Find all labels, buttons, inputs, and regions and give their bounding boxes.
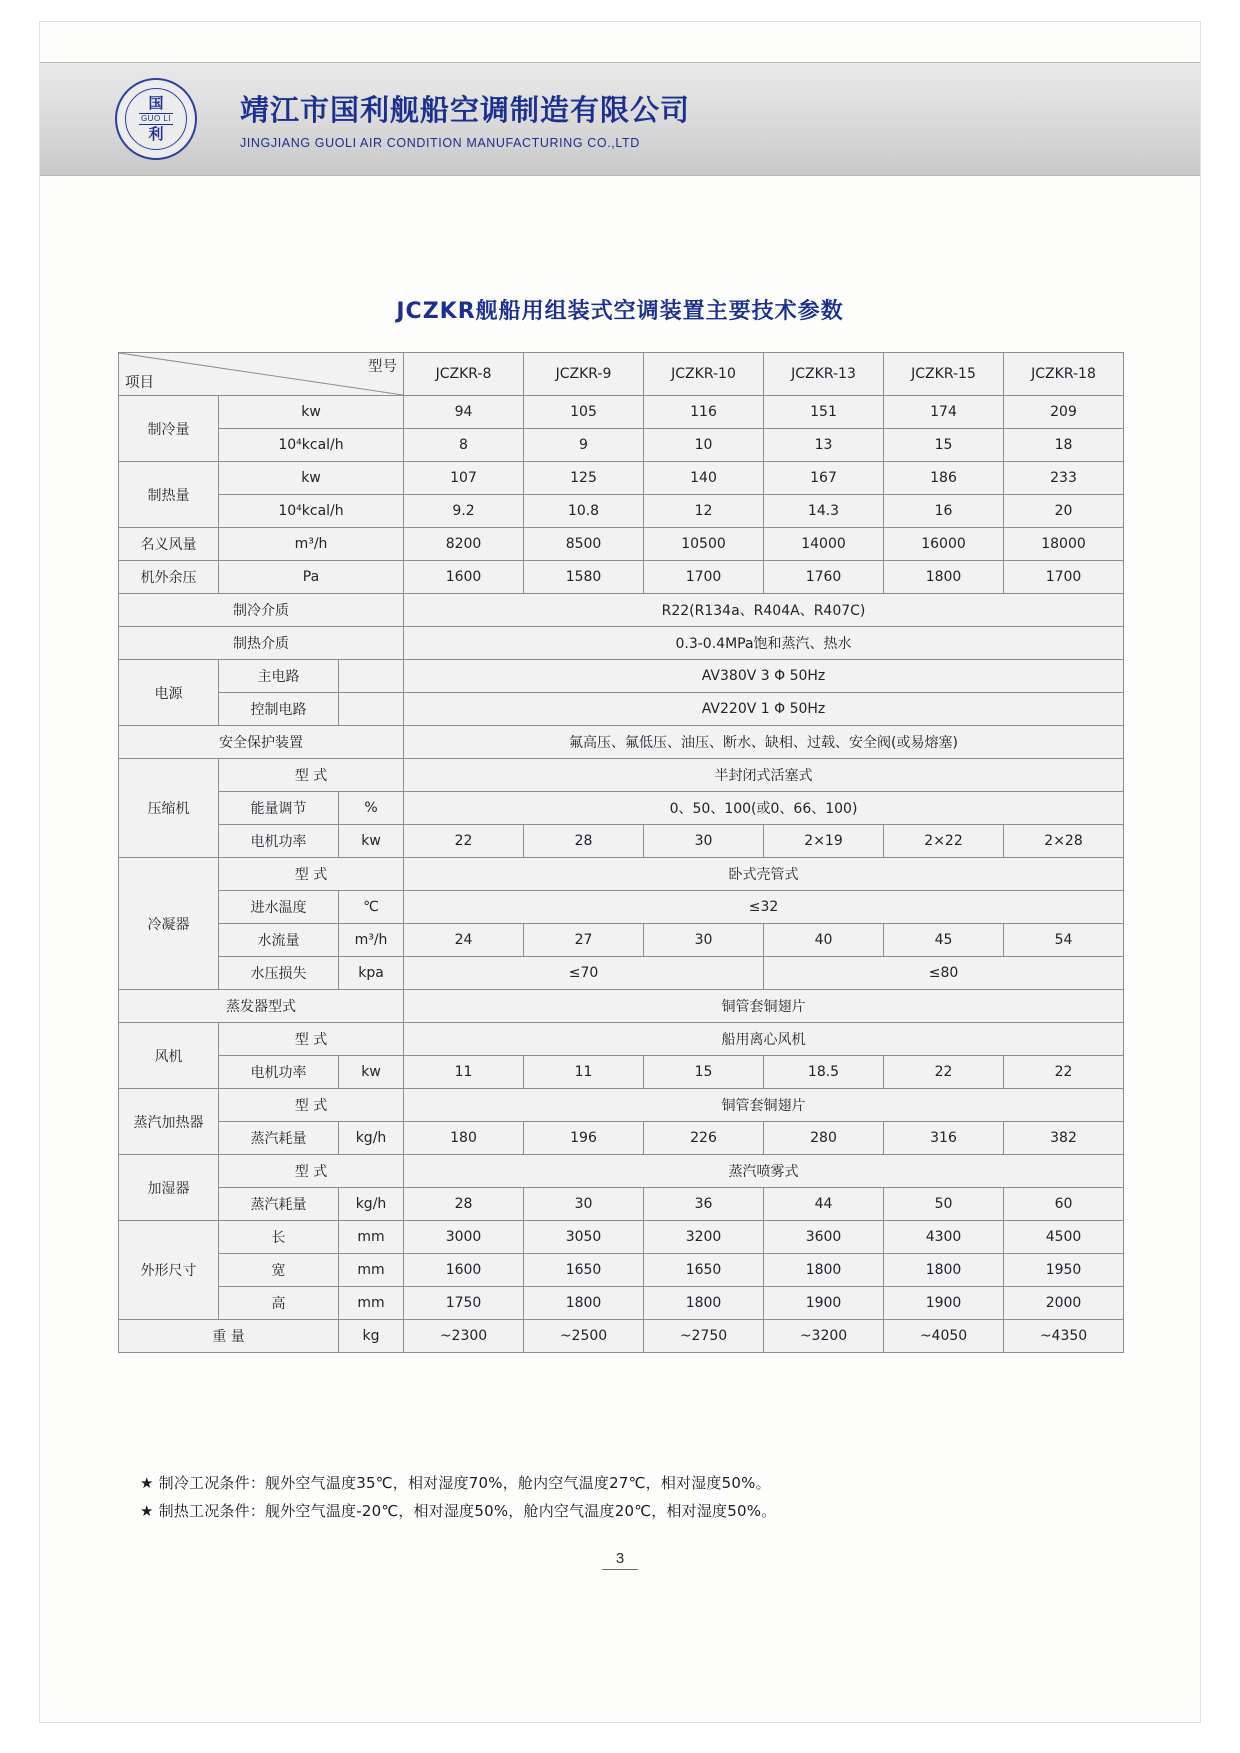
corner-label-item: 项目 — [125, 375, 154, 391]
row-sub-label: 型 式 — [219, 858, 404, 891]
row-merged-value: 0、50、100(或0、66、100) — [404, 792, 1124, 825]
cell-value: 9 — [524, 429, 644, 462]
cell-value: 1800 — [884, 561, 1004, 594]
model-header-2: JCZKR-9 — [524, 353, 644, 396]
row-merged-value: 铜管套铜翅片 — [404, 1089, 1124, 1122]
cell-value: 167 — [764, 462, 884, 495]
cell-value: 50 — [884, 1188, 1004, 1221]
row-label: 制热介质 — [119, 627, 404, 660]
logo-text-en: GUO LI — [140, 114, 172, 123]
cell-value: 105 — [524, 396, 644, 429]
cell-value: 30 — [644, 924, 764, 957]
row-group-label: 制冷量 — [119, 396, 219, 462]
table-row — [119, 825, 1124, 858]
cell-value: 16 — [884, 495, 1004, 528]
cell-value: 8500 — [524, 528, 644, 561]
cell-value: 3000 — [404, 1221, 524, 1254]
row-unit: ℃ — [339, 891, 404, 924]
cell-value: 3050 — [524, 1221, 644, 1254]
cell-value: 382 — [1004, 1122, 1124, 1155]
diagonal-line-icon — [119, 353, 403, 395]
row-group-label: 电源 — [119, 660, 219, 726]
cell-value: 280 — [764, 1122, 884, 1155]
cell-value: 15 — [644, 1056, 764, 1089]
table-row — [119, 858, 1124, 891]
corner-label-model: 型号 — [368, 359, 398, 375]
cell-value: 196 — [524, 1122, 644, 1155]
cell-value: ~2750 — [644, 1320, 764, 1353]
cell-value: 226 — [644, 1122, 764, 1155]
cell-value: 11 — [404, 1056, 524, 1089]
cell-value: 140 — [644, 462, 764, 495]
row-sub-label: 长 — [219, 1221, 339, 1254]
row-merged-value: 船用离心风机 — [404, 1023, 1124, 1056]
row-unit: mm — [339, 1221, 404, 1254]
table-row — [119, 1056, 1124, 1089]
cell-value: 2×28 — [1004, 825, 1124, 858]
cell-value: 18000 — [1004, 528, 1124, 561]
table-row — [119, 1023, 1124, 1056]
row-sub-label: 蒸汽耗量 — [219, 1122, 339, 1155]
table-row — [119, 726, 1124, 759]
cell-value: 2×19 — [764, 825, 884, 858]
cell-value: 4300 — [884, 1221, 1004, 1254]
row-sub-label: kw — [219, 462, 404, 495]
cell-value: 36 — [644, 1188, 764, 1221]
cell-value: 1800 — [644, 1287, 764, 1320]
row-sub-label: 主电路 — [219, 660, 339, 693]
table-row — [119, 759, 1124, 792]
table-row — [119, 660, 1124, 693]
logo-inner-ring — [125, 88, 187, 150]
table-row — [119, 1287, 1124, 1320]
cell-value: 14000 — [764, 528, 884, 561]
cell-value: 12 — [644, 495, 764, 528]
cell-value: 2000 — [1004, 1287, 1124, 1320]
table-row — [119, 429, 1124, 462]
row-sub-label: 10⁴kcal/h — [219, 429, 404, 462]
row-unit: kg — [339, 1320, 404, 1353]
cell-value: 1700 — [1004, 561, 1124, 594]
cell-value: 116 — [644, 396, 764, 429]
cell-value: 9.2 — [404, 495, 524, 528]
table-row — [119, 627, 1124, 660]
cell-value: 3600 — [764, 1221, 884, 1254]
table-row — [119, 1221, 1124, 1254]
row-group-label: 机外余压 — [119, 561, 219, 594]
table-row — [119, 528, 1124, 561]
row-group-label: 外形尺寸 — [119, 1221, 219, 1320]
cell-value: 1900 — [764, 1287, 884, 1320]
cell-value: 1800 — [524, 1287, 644, 1320]
cell-value: 10 — [644, 429, 764, 462]
model-header-5: JCZKR-15 — [884, 353, 1004, 396]
cell-value: 174 — [884, 396, 1004, 429]
cell-value: ~2300 — [404, 1320, 524, 1353]
row-group-label: 压缩机 — [119, 759, 219, 858]
row-unit: kg/h — [339, 1122, 404, 1155]
cell-value: ~2500 — [524, 1320, 644, 1353]
row-group-label: 制热量 — [119, 462, 219, 528]
logo-char-bottom: 利 — [148, 126, 164, 143]
row-unit: kpa — [339, 957, 404, 990]
row-sub-label: 水流量 — [219, 924, 339, 957]
table-row — [119, 891, 1124, 924]
row-sub-label: 型 式 — [219, 1155, 404, 1188]
page-number — [40, 1550, 1200, 1570]
row-sub-label: 型 式 — [219, 1089, 404, 1122]
row-split-value-2: ≤80 — [764, 957, 1124, 990]
cell-value: 1800 — [764, 1254, 884, 1287]
row-group-label: 加湿器 — [119, 1155, 219, 1221]
row-sub-label: 进水温度 — [219, 891, 339, 924]
row-sub-label: 宽 — [219, 1254, 339, 1287]
row-sub-label: m³/h — [219, 528, 404, 561]
cell-value: 1950 — [1004, 1254, 1124, 1287]
table-header-row — [119, 353, 1124, 396]
cell-value: 20 — [1004, 495, 1124, 528]
cell-value: 16000 — [884, 528, 1004, 561]
cell-value: 22 — [884, 1056, 1004, 1089]
row-unit — [339, 693, 404, 726]
cell-value: 2×22 — [884, 825, 1004, 858]
cell-value: 1750 — [404, 1287, 524, 1320]
row-sub-label: 控制电路 — [219, 693, 339, 726]
cell-value: 1580 — [524, 561, 644, 594]
row-unit: mm — [339, 1287, 404, 1320]
logo-circle-icon — [115, 78, 197, 160]
table-row — [119, 1320, 1124, 1353]
cell-value: 30 — [644, 825, 764, 858]
table-row — [119, 957, 1124, 990]
cell-value: 54 — [1004, 924, 1124, 957]
cell-value: 18 — [1004, 429, 1124, 462]
row-unit: kw — [339, 825, 404, 858]
company-logo — [96, 76, 216, 162]
cell-value: 1800 — [884, 1254, 1004, 1287]
logo-char-top: 国 — [148, 95, 164, 112]
cell-value: 45 — [884, 924, 1004, 957]
row-group-label: 风机 — [119, 1023, 219, 1089]
cell-value: 13 — [764, 429, 884, 462]
row-group-label: 冷凝器 — [119, 858, 219, 990]
cell-value: 40 — [764, 924, 884, 957]
cell-value: 1900 — [884, 1287, 1004, 1320]
row-sub-label: 电机功率 — [219, 1056, 339, 1089]
row-unit: kw — [339, 1056, 404, 1089]
row-merged-value: 半封闭式活塞式 — [404, 759, 1124, 792]
row-sub-label: 10⁴kcal/h — [219, 495, 404, 528]
cell-value: 1650 — [524, 1254, 644, 1287]
cell-value: 3200 — [644, 1221, 764, 1254]
cell-value: 15 — [884, 429, 1004, 462]
model-header-1: JCZKR-8 — [404, 353, 524, 396]
page-header — [40, 62, 1200, 176]
cell-value: 14.3 — [764, 495, 884, 528]
cell-value: 11 — [524, 1056, 644, 1089]
table-row — [119, 693, 1124, 726]
cell-value: 28 — [524, 825, 644, 858]
table-row — [119, 495, 1124, 528]
table-row — [119, 594, 1124, 627]
cell-value: 233 — [1004, 462, 1124, 495]
cell-value: 10.8 — [524, 495, 644, 528]
table-row — [119, 924, 1124, 957]
cell-value: 18.5 — [764, 1056, 884, 1089]
cell-value: 151 — [764, 396, 884, 429]
row-sub-label: 水压损失 — [219, 957, 339, 990]
row-sub-label: 型 式 — [219, 759, 404, 792]
model-header-6: JCZKR-18 — [1004, 353, 1124, 396]
document-page — [40, 22, 1200, 1722]
table-row — [119, 1089, 1124, 1122]
cell-value: 44 — [764, 1188, 884, 1221]
row-merged-value: 蒸汽喷雾式 — [404, 1155, 1124, 1188]
page-number-value: 3 — [602, 1550, 638, 1570]
model-header-4: JCZKR-13 — [764, 353, 884, 396]
row-merged-value: ≤32 — [404, 891, 1124, 924]
page-title: JCZKR舰船用组装式空调装置主要技术参数 — [396, 299, 844, 324]
cell-value: ~4050 — [884, 1320, 1004, 1353]
table-row — [119, 1122, 1124, 1155]
row-merged-value: AV380V 3 Φ 50Hz — [404, 660, 1124, 693]
row-split-value-1: ≤70 — [404, 957, 764, 990]
cell-value: 30 — [524, 1188, 644, 1221]
row-label: 蒸发器型式 — [119, 990, 404, 1023]
row-sub-label: 电机功率 — [219, 825, 339, 858]
row-sub-label: 蒸汽耗量 — [219, 1188, 339, 1221]
footnote-heating: ★ 制热工况条件：舰外空气温度-20℃，相对湿度50%，舱内空气温度20℃，相对湿度50%。 — [140, 1502, 777, 1520]
cell-value: 22 — [1004, 1056, 1124, 1089]
row-merged-value: 0.3-0.4MPa饱和蒸汽、热水 — [404, 627, 1124, 660]
row-unit: mm — [339, 1254, 404, 1287]
cell-value: 316 — [884, 1122, 1004, 1155]
cell-value: 10500 — [644, 528, 764, 561]
row-merged-value: AV220V 1 Φ 50Hz — [404, 693, 1124, 726]
cell-value: 186 — [884, 462, 1004, 495]
table-row — [119, 1254, 1124, 1287]
cell-value: 209 — [1004, 396, 1124, 429]
cell-value: 4500 — [1004, 1221, 1124, 1254]
table-row — [119, 1155, 1124, 1188]
cell-value: 60 — [1004, 1188, 1124, 1221]
cell-value: 1600 — [404, 1254, 524, 1287]
footnotes — [140, 1472, 1140, 1528]
row-unit: % — [339, 792, 404, 825]
table-row — [119, 561, 1124, 594]
table-row — [119, 396, 1124, 429]
row-group-label: 蒸汽加热器 — [119, 1089, 219, 1155]
cell-value: 22 — [404, 825, 524, 858]
cell-value: 1600 — [404, 561, 524, 594]
company-name-block — [240, 88, 690, 150]
row-label: 重 量 — [119, 1320, 339, 1353]
row-sub-label: 型 式 — [219, 1023, 404, 1056]
cell-value: 8200 — [404, 528, 524, 561]
company-name-en: JINGJIANG GUOLI AIR CONDITION MANUFACTURING CO.,LTD — [240, 136, 640, 150]
table-row — [119, 792, 1124, 825]
row-group-label: 名义风量 — [119, 528, 219, 561]
row-merged-value: 铜管套铜翅片 — [404, 990, 1124, 1023]
row-label: 安全保护装置 — [119, 726, 404, 759]
cell-value: 1650 — [644, 1254, 764, 1287]
cell-value: ~4350 — [1004, 1320, 1124, 1353]
table-row — [119, 990, 1124, 1023]
cell-value: 180 — [404, 1122, 524, 1155]
cell-value: 1760 — [764, 561, 884, 594]
row-unit: m³/h — [339, 924, 404, 957]
row-merged-value: 氟高压、氟低压、油压、断水、缺相、过载、安全阀(或易熔塞) — [404, 726, 1124, 759]
row-merged-value: 卧式壳管式 — [404, 858, 1124, 891]
cell-value: ~3200 — [764, 1320, 884, 1353]
table-corner-cell — [119, 353, 404, 396]
table-row — [119, 462, 1124, 495]
cell-value: 24 — [404, 924, 524, 957]
footnote-cooling: ★ 制冷工况条件：舰外空气温度35℃，相对湿度70%，舱内空气温度27℃，相对湿度50%。 — [140, 1474, 771, 1492]
row-merged-value: R22(R134a、R404A、R407C) — [404, 594, 1124, 627]
row-sub-label: kw — [219, 396, 404, 429]
company-name-cn: 靖江市国利舰船空调制造有限公司 — [240, 93, 691, 127]
row-sub-label: 高 — [219, 1287, 339, 1320]
cell-value: 107 — [404, 462, 524, 495]
row-sub-label: Pa — [219, 561, 404, 594]
cell-value: 94 — [404, 396, 524, 429]
spec-table — [118, 352, 1124, 1353]
cell-value: 28 — [404, 1188, 524, 1221]
table-row — [119, 1188, 1124, 1221]
spec-table-container — [118, 352, 1123, 1353]
cell-value: 125 — [524, 462, 644, 495]
cell-value: 1700 — [644, 561, 764, 594]
row-unit — [339, 660, 404, 693]
row-sub-label: 能量调节 — [219, 792, 339, 825]
cell-value: 27 — [524, 924, 644, 957]
model-header-3: JCZKR-10 — [644, 353, 764, 396]
row-unit: kg/h — [339, 1188, 404, 1221]
cell-value: 8 — [404, 429, 524, 462]
row-label: 制冷介质 — [119, 594, 404, 627]
